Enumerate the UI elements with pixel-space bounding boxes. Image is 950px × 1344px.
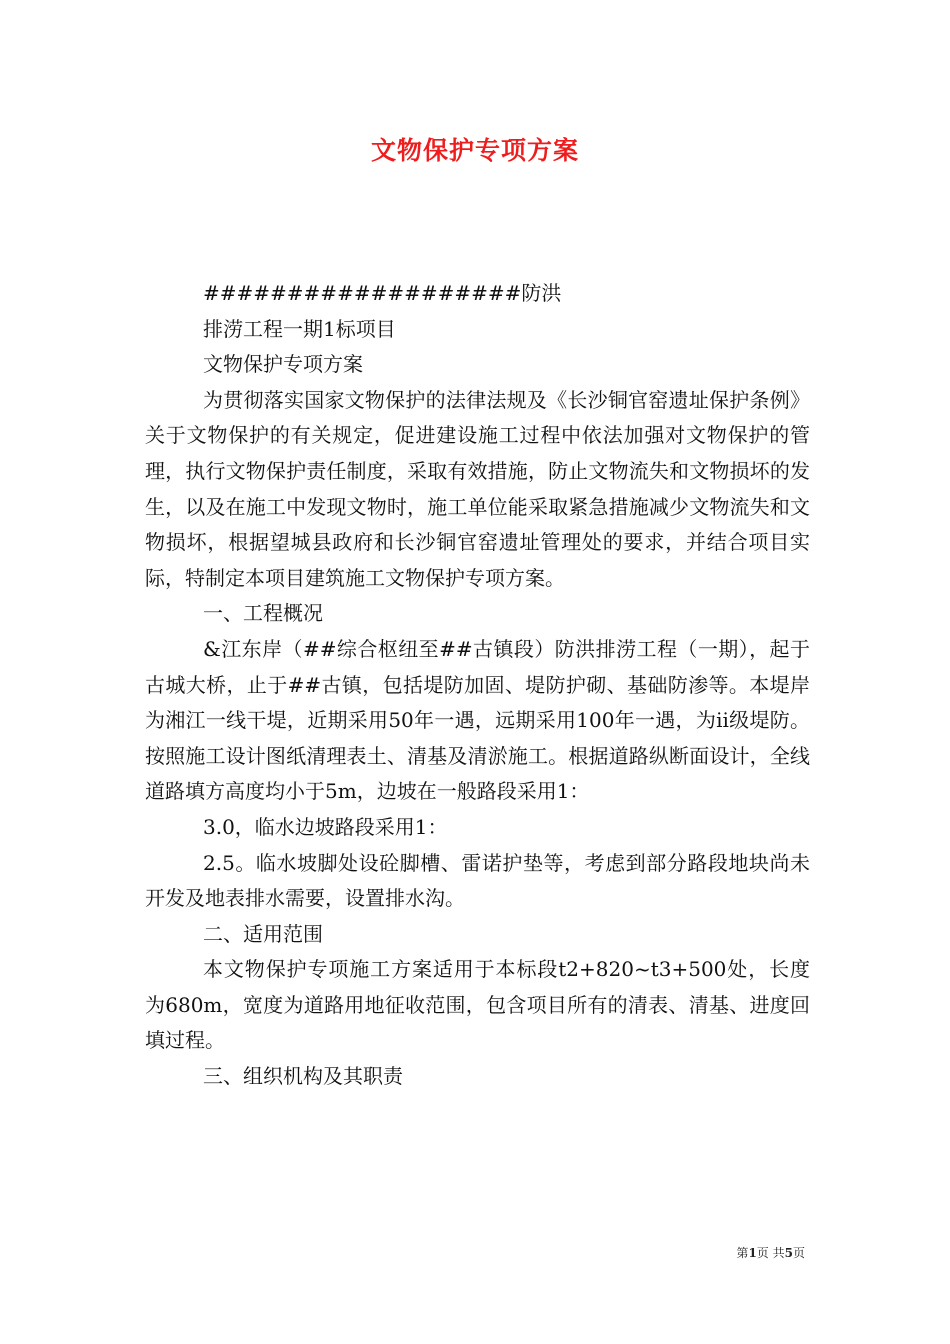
header-line-1: ###################防洪 xyxy=(203,281,562,305)
slope-ratio-paragraph: 2.5。临水坡脚处设砼脚槽、雷诺护垫等，考虑到部分路段地块尚未开发及地表排水需要，设置排水沟。 xyxy=(145,850,810,911)
footer-prefix: 第 xyxy=(736,1246,749,1260)
page-footer xyxy=(736,1244,805,1261)
footer-middle: 页 共 xyxy=(756,1246,785,1260)
intro-paragraph: 为贯彻落实国家文物保护的法律法规及《长沙铜官窑遗址保护条例》关于文物保护的有关规定，促进建设施工过程中依法加强对文物保护的管理，执行文物保护责任制度，采取有效措施，防止文物流失和文物损坏的发生，以及在施工中发现文物时，施工单位能采取紧急措施减少文物流失和文物损坏，根据望城县政府和长沙铜官窑遗址管理处的要求，并结合项目实际，特制定本项目建筑施工文物保护专项方案。 xyxy=(145,387,810,590)
scope-paragraph: 本文物保护专项施工方案适用于本标段t2+820~t3+500处，长度为680m，宽度为道路用地征收范围，包含项目所有的清表、清基、进度回填过程。 xyxy=(145,957,810,1053)
footer-page-number: 1 xyxy=(748,1246,757,1260)
section-heading-organization: 三、组织机构及其职责 xyxy=(203,1064,403,1089)
footer-suffix: 页 xyxy=(792,1246,805,1260)
slope-ratio-line-1: 3.0，临水边坡路段采用1： xyxy=(203,814,448,839)
document-title: 文物保护专项方案 xyxy=(370,136,579,165)
section-heading-scope: 二、适用范围 xyxy=(203,921,323,946)
overview-paragraph: &江东岸（##综合枢纽至##古镇段）防洪排涝工程（一期），起于古城大桥，止于##古镇，包括堤防加固、堤防护砌、基础防渗等。本堤岸为湘江一线干堤，近期采用50年一遇，远期采用100年一遇，为ii级堤防。按照施工设计图纸清理表土、清基及清淤施工。根据道路纵断面设计，全线道路填方高度均小于5m，边坡在一般路段采用1： xyxy=(145,636,810,804)
section-heading-overview: 一、工程概况 xyxy=(203,601,323,626)
footer-total-pages: 5 xyxy=(784,1246,793,1260)
header-line-2: 排涝工程一期1标项目 xyxy=(203,316,396,341)
document-body xyxy=(145,276,810,1095)
header-line-3: 文物保护专项方案 xyxy=(203,352,363,377)
